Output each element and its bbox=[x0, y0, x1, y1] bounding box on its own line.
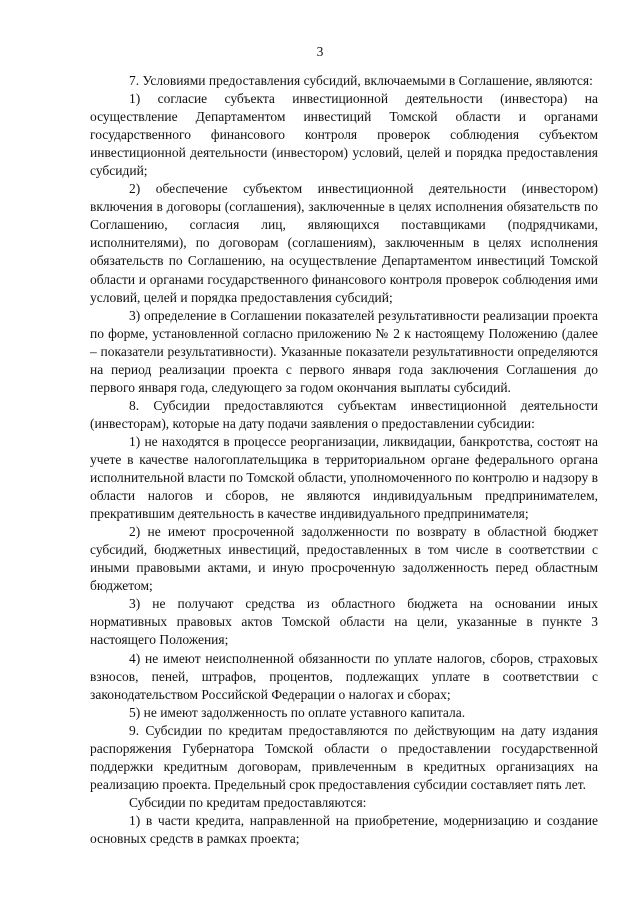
page-number: 3 bbox=[316, 44, 324, 59]
paragraph-7: 7. Условиями предоставления субсидий, включаемыми в Соглашение, являются: bbox=[129, 73, 593, 88]
document-body bbox=[90, 72, 598, 848]
paragraph-7-item-2: 2) обеспечение субъектом инвестиционной деятельности (инвестором) включения в договоры (соглашения), заключенные в целях исполнения обязательств по Соглашению, согласия лиц, являющихся поставщиками (подрядчиками, исполнителями), по договорам (соглашениям), заключенным в целях исполнения обязательств по Соглашению, на осуществление Департаментом инвестиций Томской области и органами государственного финансового контроля проверок соблюдения ими условий, целей и порядка предоставления субсидий; bbox=[90, 181, 598, 305]
paragraph-8-item-3: 3) не получают средства из областного бюджета на основании иных нормативных правовых актов Томской области на цели, указанные в пункте 3 настоящего Положения; bbox=[90, 596, 598, 648]
paragraph-9-intro: Субсидии по кредитам предоставляются: bbox=[129, 794, 367, 810]
paragraph-9: 9. Субсидии по кредитам предоставляются по действующим на дату издания распоряжения Губернатора Томской области о предоставлении государственной поддержки кредитным договорам, привлеченным в кредитных организациях на реализацию проекта. Предельный срок предоставления субсидии составляет пять лет. bbox=[90, 722, 598, 792]
paragraph-7-item-3: 3) определение в Соглашении показателей результативности реализации проекта по форме, установленной согласно приложению № 2 к настоящему Положению (далее – показатели результативности). Указанные показатели результативности определяются на период реализации проекта с первого января года заключения Соглашения до первого января года, следующего за годом окончания выплаты субсидий. bbox=[90, 307, 598, 395]
paragraph-8-item-5: 5) не имеют задолженность по оплате уставного капитала. bbox=[129, 704, 466, 720]
paragraph-8: 8. Субсидии предоставляются субъектам инвестиционной деятельности (инвесторам), которые на дату подачи заявления о предоставлении субсидии: bbox=[90, 397, 598, 431]
paragraph-7-item-1: 1) согласие субъекта инвестиционной деятельности (инвестора) на осуществление Департаментом инвестиций Томской области и органами государственного финансового контроля проверок соблюдения субъектом инвестиционной деятельности (инвестором) условий, целей и порядка предоставления субсидий; bbox=[90, 91, 598, 179]
paragraph-8-item-4: 4) не имеют неисполненной обязанности по уплате налогов, сборов, страховых взносов, пеней, штрафов, процентов, подлежащих уплате в соответствии с законодательством Российской Федерации о налогах и сборах; bbox=[90, 650, 598, 702]
paragraph-8-item-2: 2) не имеют просроченной задолженности по возврату в областной бюджет субсидий, бюджетных инвестиций, предоставленных в том числе в соответствии с иными правовыми актами, и иную просроченную задолженность перед областным бюджетом; bbox=[90, 524, 598, 594]
paragraph-9-item-1: 1) в части кредита, направленной на приобретение, модернизацию и создание основных средств в рамках проекта; bbox=[90, 812, 598, 846]
paragraph-8-item-1: 1) не находятся в процессе реорганизации, ликвидации, банкротства, состоят на учете в качестве налогоплательщика в территориальном органе федерального органа исполнительной власти по Томской области, уполномоченного по контролю и надзору в области налогов и сборов, не являются индивидуальным предпринимателем, прекратившим деятельность в качестве индивидуального предпринимателя; bbox=[90, 433, 598, 522]
